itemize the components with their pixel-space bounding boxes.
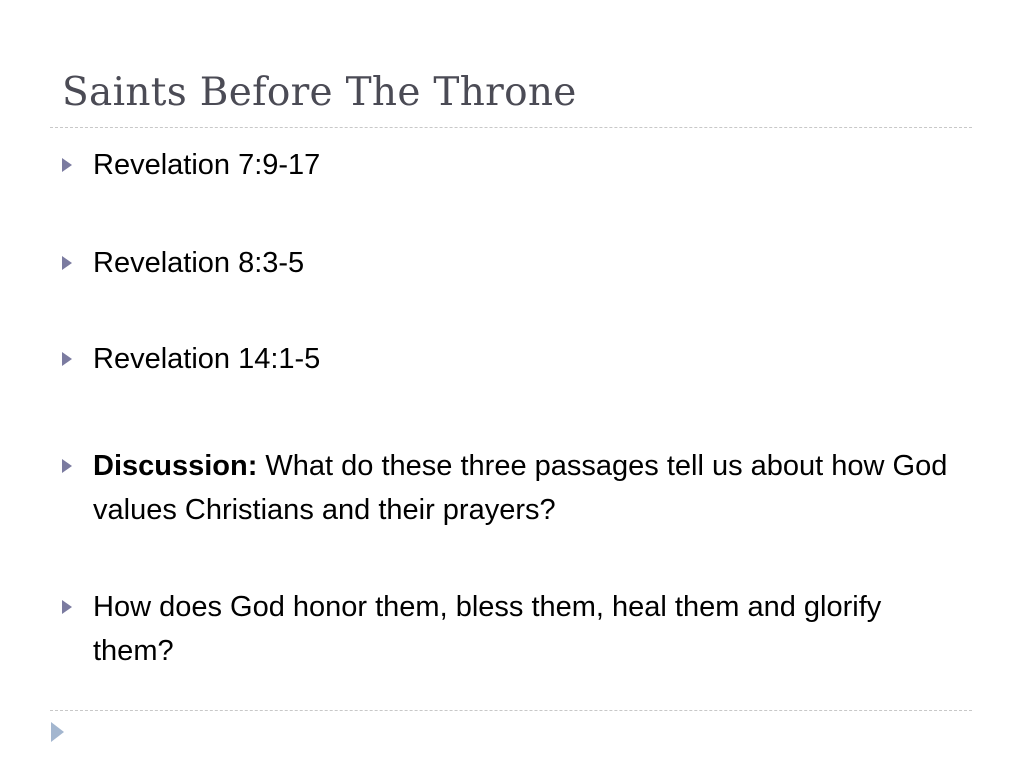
- title-divider: [50, 127, 972, 128]
- bullet-item: [62, 241, 962, 285]
- footer-arrow-icon: [51, 722, 64, 742]
- bullet-text: How does God honor them, bless them, heal them and glorify them?: [93, 591, 882, 667]
- footer-divider: [50, 710, 972, 711]
- discussion-label: Discussion:: [93, 450, 258, 482]
- triangle-bullet-icon: [62, 256, 72, 270]
- bullet-item: [62, 444, 962, 532]
- triangle-bullet-icon: [62, 158, 72, 172]
- bullet-item: [62, 143, 962, 187]
- discussion-text: What do these three passages tell us about how God values Christians and their prayers?: [93, 450, 948, 526]
- bullet-text: [93, 444, 962, 532]
- triangle-bullet-icon: [62, 600, 72, 614]
- triangle-bullet-icon: [62, 352, 72, 366]
- bullet-text: Revelation 8:3-5: [93, 247, 305, 279]
- triangle-bullet-icon: [62, 459, 72, 473]
- bullet-text: Revelation 14:1-5: [93, 343, 321, 375]
- bullet-item: [62, 585, 962, 673]
- bullet-text: Revelation 7:9-17: [93, 149, 321, 181]
- slide-title: Saints Before The Throne: [62, 70, 577, 115]
- bullet-item: [62, 337, 962, 381]
